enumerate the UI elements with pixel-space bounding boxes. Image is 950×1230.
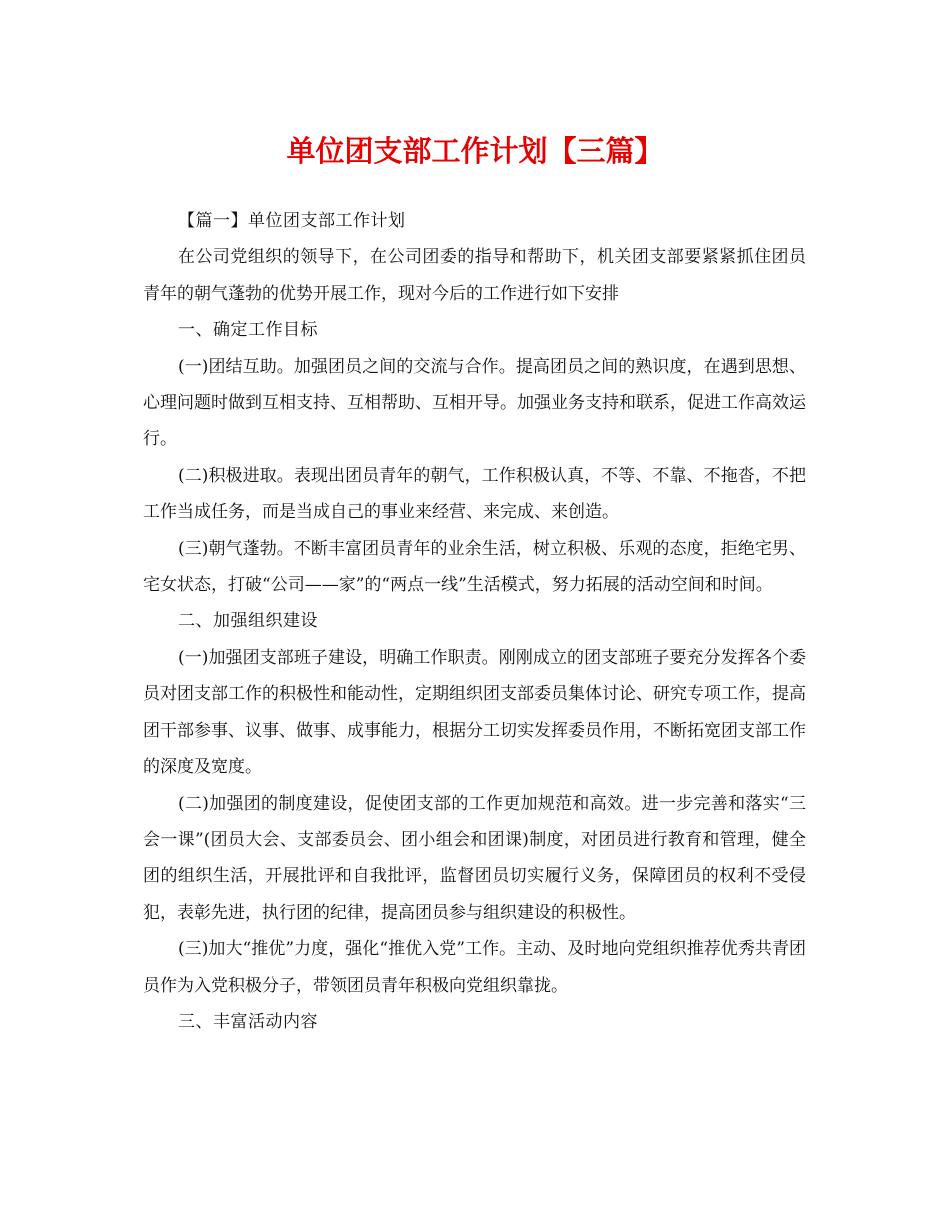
paragraph-2-2: (二)加强团的制度建设，促使团支部的工作更加规范和高效。进一步完善和落实“三会一课”(团员大会、支部委员会、团小组会和团课)制度，对团员进行教育和管理，健全团的组织生活，开展批评和自我批评，监督团员切实履行义务，保障团员的权利不受侵犯，表彰先进，执行团的纪律，提高团员参与组织建设的积极性。: [143, 793, 806, 923]
section-heading-2: 二、加强组织建设: [178, 611, 318, 632]
paragraph-2-1: (一)加强团支部班子建设，明确工作职责。刚刚成立的团支部班子要充分发挥各个委员对团支部工作的积极性和能动性，定期组织团支部委员集体讨论、研究专项工作，提高团干部参事、议事、做事、成事能力，根据分工切实发挥委员作用，不断拓宽团支部工作的深度及宽度。: [143, 647, 806, 778]
section-heading-1: 一、确定工作目标: [178, 320, 318, 341]
section-heading-3: 三、丰富活动内容: [178, 1011, 318, 1032]
paragraph-1-3: (三)朝气蓬勃。不断丰富团员青年的业余生活，树立积极、乐观的态度，拒绝宅男、宅女状态，打破“公司——家”的“两点一线”生活模式，努力拓展的活动空间和时间。: [143, 538, 806, 596]
paragraph-1-1: (一)团结互助。加强团员之间的交流与合作。提高团员之间的熟识度，在遇到思想、心理问题时做到互相支持、互相帮助、互相开导。加强业务支持和联系，促进工作高效运行。: [143, 356, 806, 450]
intro-paragraph: 在公司党组织的领导下，在公司团委的指导和帮助下，机关团支部要紧紧抓住团员青年的朝气蓬勃的优势开展工作，现对今后的工作进行如下安排: [143, 247, 806, 304]
article-heading: 【篇一】单位团支部工作计划: [178, 211, 406, 231]
document-title: 单位团支部工作计划【三篇】: [286, 134, 664, 168]
document-body: [143, 203, 806, 1040]
paragraph-1-2: (二)积极进取。表现出团员青年的朝气，工作积极认真，不等、不靠、不拖沓，不把工作当成任务，而是当成自己的事业来经营、来完成、来创造。: [143, 465, 806, 523]
paragraph-2-3: (三)加大“推优”力度，强化“推优入党”工作。主动、及时地向党组织推荐优秀共青团员作为入党积极分子，带领团员青年积极向党组织靠拢。: [143, 939, 806, 996]
